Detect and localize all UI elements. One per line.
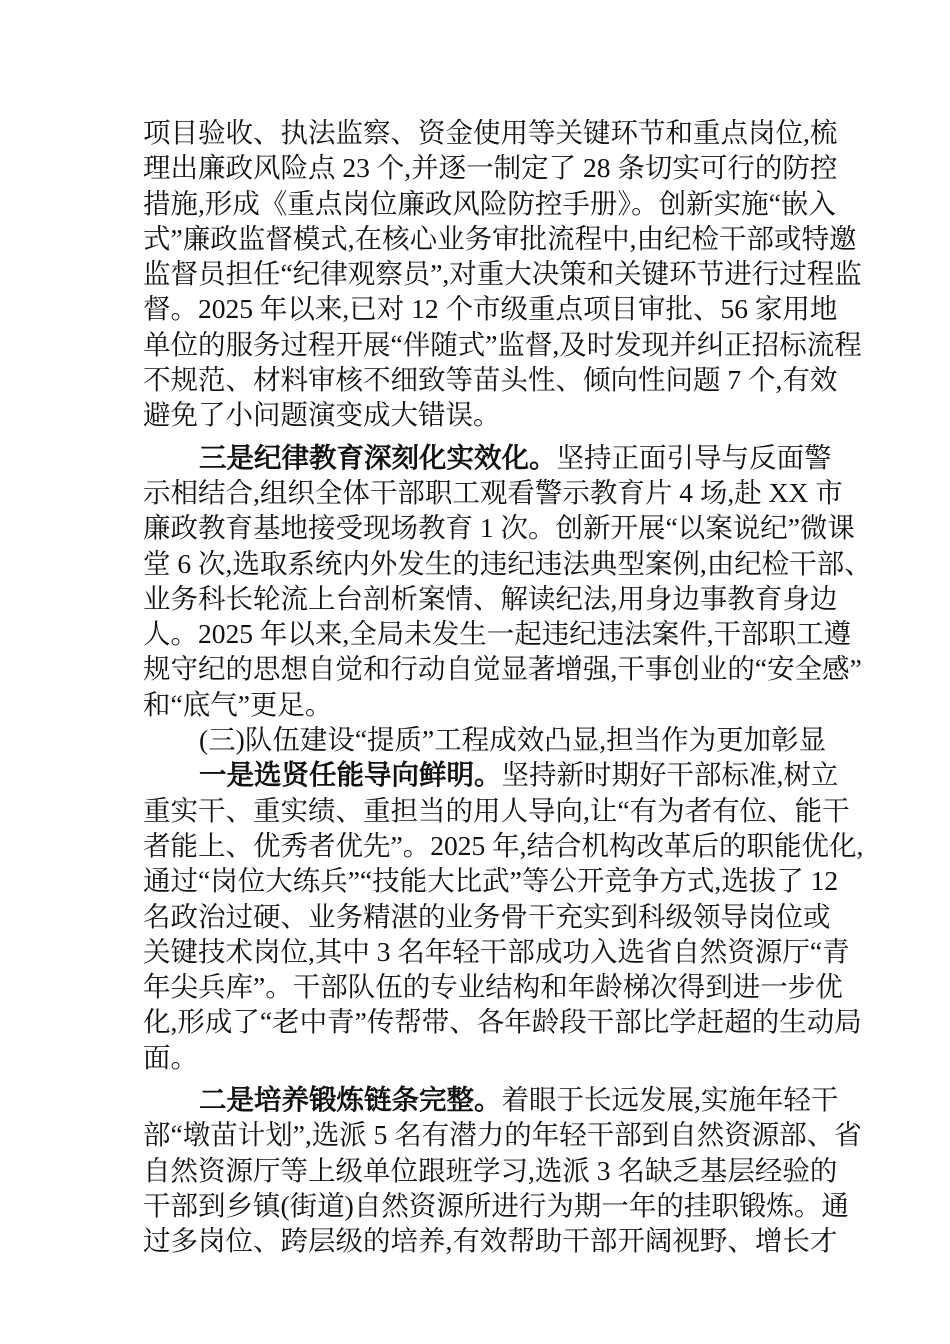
text-line <box>143 1223 838 1258</box>
line-text: 督。2025 年以来,已对 12 个市级重点项目审批、56 家用地 <box>143 293 838 325</box>
text-line <box>143 546 872 581</box>
text-line <box>143 150 838 185</box>
text-line <box>143 1040 809 1075</box>
line-text: 着眼于长远发展,实施年轻干 <box>501 1084 839 1116</box>
bold-lead-in: 二是培养锻炼链条完整。 <box>199 1084 502 1117</box>
line-text: 化,形成了“老中青”传帮带、各年龄段干部比学赶超的生动局 <box>143 1006 862 1038</box>
line-text: 过多岗位、跨层级的培养,有效帮助干部开阔视野、增长才 <box>143 1225 838 1257</box>
text-line <box>143 475 843 510</box>
line-text: 者能上、优秀者优先”。2025 年,结合机构改革后的职能优化, <box>143 829 864 861</box>
text-line <box>143 115 838 150</box>
text-line <box>143 1153 838 1188</box>
text-line <box>143 186 836 221</box>
bold-lead-in: 一是选贤任能导向鲜明。 <box>199 759 502 792</box>
paragraph <box>143 1082 862 1258</box>
text-line <box>143 256 862 291</box>
text-line <box>143 291 838 326</box>
line-text: 名政治过硬、业务精湛的业务骨干充实到科级领导岗位或 <box>143 900 831 932</box>
line-text: 通过“岗位大练兵”“技能大比武”等公开竞争方式,选拔了 12 <box>143 865 839 897</box>
line-text: 业务科长轮流上台剖析案情、解读纪法,用身边事教育身边 <box>143 582 838 614</box>
text-line <box>143 651 862 686</box>
line-text: 坚持正面引导与反面警 <box>556 441 832 473</box>
line-text: 式”廉政监督模式,在核心业务审批流程中,由纪检干部或特邀 <box>143 222 857 254</box>
text-line <box>143 440 832 475</box>
line-text: 堂 6 次,选取系统内外发生的违纪违法典型案例,由纪检干部、 <box>143 547 872 579</box>
line-text: 避免了小问题演变成大错误。 <box>143 399 501 431</box>
text-line <box>143 969 843 1004</box>
text-line <box>143 327 862 362</box>
line-text: 干部到乡镇(街道)自然资源所进行为期一年的挂职锻炼。通 <box>143 1189 849 1221</box>
paragraph <box>143 757 864 1075</box>
line-text: 廉政教育基地接受现场教育 1 次。创新开展“以案说纪”微课 <box>143 512 855 544</box>
paragraph <box>143 115 862 433</box>
text-line <box>143 934 850 969</box>
text-line <box>143 1117 862 1152</box>
paragraph <box>143 722 827 757</box>
line-text: 关键技术岗位,其中 3 名年轻干部成功入选省自然资源厅“青 <box>143 935 850 967</box>
line-text: 项目验收、执法监察、资金使用等关键环节和重点岗位,梳 <box>143 117 838 148</box>
line-text: 坚持新时期好干部标准,树立 <box>501 759 839 791</box>
line-text: (三)队伍建设“提质”工程成效凸显,担当作为更加彰显 <box>199 724 827 756</box>
line-text: 重实干、重实绩、重担当的用人导向,让“有为者有位、能干 <box>143 794 850 826</box>
bold-lead-in: 三是纪律教育深刻化实效化。 <box>199 441 557 474</box>
document-body <box>143 115 872 1259</box>
line-text: 和“底气”更足。 <box>143 688 333 720</box>
text-line <box>143 362 838 397</box>
text-line <box>143 581 838 616</box>
line-text: 规守纪的思想自觉和行动自觉显著增强,干事创业的“安全感” <box>143 653 862 685</box>
line-text: 不规范、材料审核不细致等苗头性、倾向性问题 7 个,有效 <box>143 364 838 396</box>
line-text: 人。2025 年以来,全局未发生一起违纪违法案件,干部职工遵 <box>143 618 852 650</box>
text-line <box>143 1004 862 1039</box>
line-text: 理出廉政风险点 23 个,并逐一制定了 28 条切实可行的防控 <box>143 152 838 184</box>
text-line <box>143 221 857 256</box>
line-text: 单位的服务过程开展“伴随式”监督,及时发现并纠正招标流程 <box>143 328 862 360</box>
text-line <box>143 616 852 651</box>
line-text: 自然资源厅等上级单位跟班学习,选派 3 名缺乏基层经验的 <box>143 1154 838 1186</box>
text-line <box>143 757 839 792</box>
text-line <box>143 510 855 545</box>
text-line <box>143 1188 849 1223</box>
text-line <box>143 793 850 828</box>
line-text: 年尖兵库”。干部队伍的专业结构和年龄梯次得到进一步优 <box>143 971 843 1003</box>
text-line <box>143 899 831 934</box>
paragraph <box>143 440 872 722</box>
text-line <box>143 687 809 722</box>
line-text: 部“墩苗计划”,选派 5 名有潜力的年轻干部到自然资源部、省 <box>143 1119 862 1151</box>
line-text: 面。 <box>143 1041 198 1073</box>
line-text: 措施,形成《重点岗位廉政风险防控手册》。创新实施“嵌入 <box>143 187 836 219</box>
text-line <box>143 1082 839 1117</box>
text-line <box>143 863 839 898</box>
line-text: 示相结合,组织全体干部职工观看警示教育片 4 场,赴 XX 市 <box>143 476 843 508</box>
text-line <box>143 722 827 757</box>
text-line <box>143 828 864 863</box>
text-line <box>143 397 809 432</box>
line-text: 监督员担任“纪律观察员”,对重大决策和关键环节进行过程监 <box>143 258 862 290</box>
